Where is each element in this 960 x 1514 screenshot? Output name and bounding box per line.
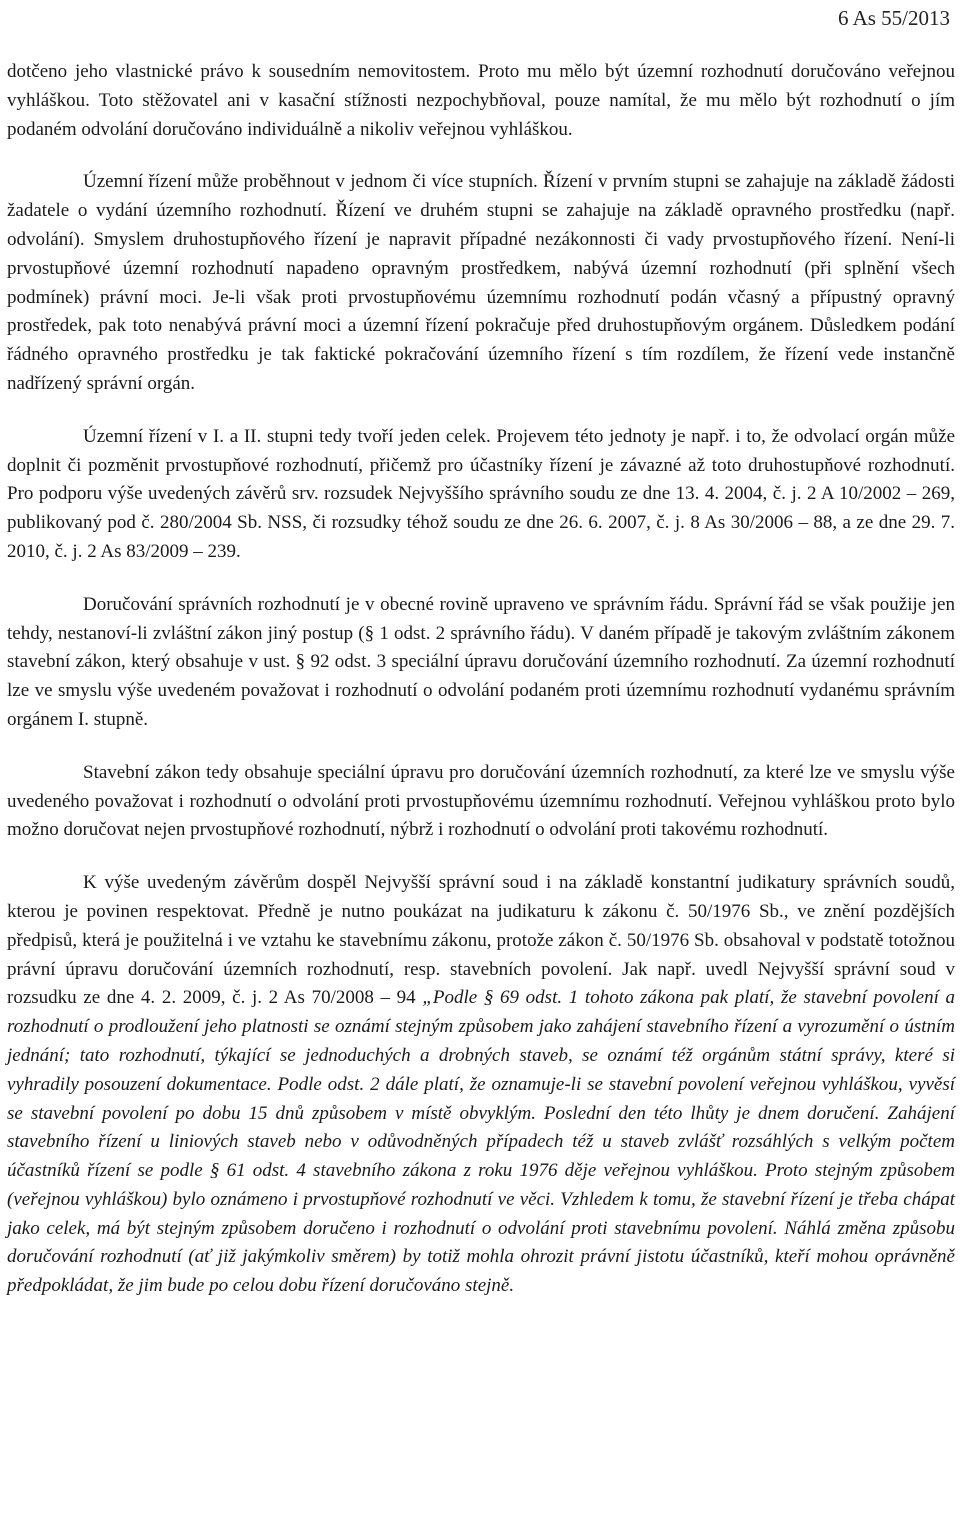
paragraph-1: dotčeno jeho vlastnické právo k sousedním nemovitostem. Proto mu mělo být územní rozhodnutí doručováno veřejnou vyhláškou. Toto stěžovatel ani v kasační stížnosti nezpochybňoval, pouze namítal, že mu mělo být rozhodnutí o jím podaném odvolání doručováno individuálně a nikoliv veřejnou vyhláškou.	[7, 61, 955, 140]
document-body	[7, 58, 955, 1325]
paragraph-5: Stavební zákon tedy obsahuje speciální úpravu pro doručování územních rozhodnutí, za které lze ve smyslu výše uvedeného považovat i rozhodnutí o odvolání proti prvostupňovému územnímu rozhodnutí. Veřejnou vyhláškou proto bylo možno doručovat nejen prvostupňové rozhodnutí, nýbrž i rozhodnutí o odvolání proti takovému rozhodnutí.	[7, 761, 955, 841]
paragraph-6-text: K výše uvedeným závěrům dospěl Nejvyšší správní soud i na základě konstantní judikatury správních soudů, kterou je povinen respektovat. Předně je nutno poukázat na judikaturu k zákonu č. 50/1976 Sb., ve znění pozdějších předpisů, která je použitelná i ve vztahu ke stavebnímu zákonu, protože zákon č. 50/1976 Sb. obsahoval v podstatě totožnou právní úpravu doručování územních rozhodnutí, resp. stavebních povolení. Jak např. uvedl Nejvyšší správní soud v rozsudku ze dne 4. 2. 2009, č. j. 2 As 70/2008 – 94	[7, 872, 955, 1009]
paragraph-6	[7, 869, 955, 1301]
case-number: 6 As 55/2013	[837, 6, 950, 30]
paragraph-6-quote: „Podle § 69 odst. 1 tohoto zákona pak platí, že stavební povolení a rozhodnutí o prodloužení jeho platnosti se oznámí stejným způsobem jako zahájení stavebního řízení a vyrozumění o ústním jednání; tato rozhodnutí, týkající se jednoduchých a drobných staveb, se oznámí též orgánům státní správy, které si vyhradily posouzení dokumentace. Podle odst. 2 dále platí, že oznamuje-li se stavební povolení veřejnou vyhláškou, vyvěsí se stavební povolení po dobu 15 dnů způsobem v místě obvyklým. Poslední den této lhůty je dnem doručení. Zahájení stavebního řízení u liniových staveb nebo v odůvodněných případech též u staveb zvlášť rozsáhlých s velkým počtem účastníků řízení se podle § 61 odst. 4 stavebního zákona z roku 1976 děje veřejnou vyhláškou. Proto stejným způsobem (veřejnou vyhláškou) bylo oznámeno i prvostupňové rozhodnutí ve věci. Vzhledem k tomu, že stavební řízení je třeba chápat jako celek, má být stejným způsobem doručeno i rozhodnutí o odvolání proti stavebnímu povolení. Náhlá změna způsobu doručování rozhodnutí (ať již jakýmkoliv směrem) by totiž mohla ohrozit právní jistotu účastníků, kteří mohou oprávněně předpokládat, že jim bude po celou dobu řízení doručováno stejně.	[7, 987, 956, 1297]
paragraph-2: Územní řízení může proběhnout v jednom či více stupních. Řízení v prvním stupni se zahajuje na základě žádosti žadatele o vydání územního rozhodnutí. Řízení ve druhém stupni se zahajuje na základě opravného prostředku (např. odvolání). Smyslem druhostupňového řízení je napravit případné nezákonnosti či vady prvostupňového řízení. Není-li prvostupňové územní rozhodnutí napadeno opravným prostředkem, nabývá územní rozhodnutí (při splnění všech podmínek) právní moci. Je-li však proti prvostupňovému územnímu rozhodnutí podán včasný a přípustný opravný prostředek, pak toto nenabývá právní moci a územní řízení pokračuje před druhostupňovým orgánem. Důsledkem podání řádného opravného prostředku je tak faktické pokračování územního řízení s tím rozdílem, že řízení vede instančně nadřízený správní orgán.	[7, 171, 955, 394]
paragraph-3: Územní řízení v I. a II. stupni tedy tvoří jeden celek. Projevem této jednoty je např. i to, že odvolací orgán může doplnit či pozměnit prvostupňové rozhodnutí, přičemž pro účastníky řízení je závazné až toto druhostupňové rozhodnutí. Pro podporu výše uvedených závěrů srv. rozsudek Nejvyššího správního soudu ze dne 13. 4. 2004, č. j. 2 A 10/2002 – 269, publikovaný pod č. 280/2004 Sb. NSS, či rozsudky téhož soudu ze dne 26. 6. 2007, č. j. 8 As 30/2006 – 88, a ze dne 29. 7. 2010, č. j. 2 As 83/2009 – 239.	[7, 425, 955, 562]
paragraph-4: Doručování správních rozhodnutí je v obecné rovině upraveno ve správním řádu. Správní řád se však použije jen tehdy, nestanoví-li zvláštní zákon jiný postup (§ 1 odst. 2 správního řádu). V daném případě je takovým zvláštním zákonem stavební zákon, který obsahuje v ust. § 92 odst. 3 speciální úpravu doručování územního rozhodnutí. Za územní rozhodnutí lze ve smyslu výše uvedeném považovat i rozhodnutí o odvolání podaném proti územnímu rozhodnutí vydanému správním orgánem I. stupně.	[7, 593, 955, 730]
